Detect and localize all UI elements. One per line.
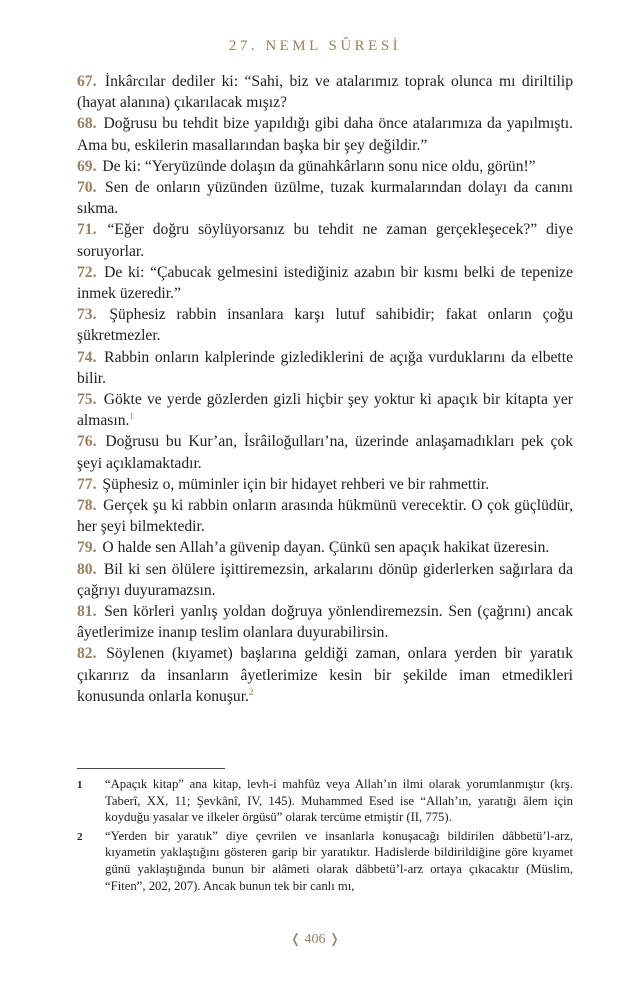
- footnote-text: “Apaçık kitap” ana kitap, levh-i mahfûz veya Allah’ın ilmi olarak yorumlanmıştır (krş. Taberî, XX, 11; Şevkânî, IV, 145). Muhammed Esed ise “Allah’ın, yaratığı âlem için koyduğu yasalar ve ilkeler örgüsü” olarak tercüme etmiştir (II, 775).: [105, 777, 573, 825]
- verse-number: 71.: [77, 221, 97, 239]
- verse-number: 74.: [77, 348, 97, 366]
- chapter-header: 27. NEML SÛRESİ: [228, 38, 402, 54]
- verse: [77, 219, 573, 261]
- verse-text: Doğrusu bu tehdit bize yapıldığı gibi daha önce atalarımıza da yapılmıştı. Ama bu, eskilerin masallarından başka bir şey değildir.”: [77, 115, 574, 154]
- verse-number: 70.: [77, 179, 97, 197]
- footnote-number: 1: [77, 779, 83, 791]
- verse-number: 77.: [77, 475, 97, 493]
- verse-text: İnkârcılar dediler ki: “Sahi, biz ve atalarımız toprak olunca mı diriltilip (hayat alanına) çıkarılacak mışız?: [77, 73, 574, 112]
- verse-number: 72.: [77, 263, 97, 281]
- verse: [77, 537, 573, 558]
- verse-number: 75.: [77, 391, 97, 409]
- page-number: [0, 931, 630, 948]
- verse-number: 68.: [77, 115, 97, 133]
- verse-text: Şüphesiz o, müminler için bir hidayet rehberi ve bir rahmettir.: [102, 475, 490, 493]
- verse: [77, 495, 573, 537]
- footnote-number: 2: [77, 830, 83, 843]
- verse: [77, 431, 573, 473]
- page-number-value: 406: [304, 932, 326, 947]
- verse: [77, 71, 573, 113]
- verse-number: 67.: [77, 73, 97, 90]
- verse: [77, 474, 573, 495]
- ornament-right-icon: ❭: [329, 931, 340, 946]
- verse-text: Doğrusu bu Kur’an, İsrâiloğulları’na, üzerinde anlaşamadıkları pek çok şeyi açıklamaktadır.: [77, 433, 574, 472]
- verse-text: Bil ki sen ölülere işittiremezsin, arkalarını dönüp giderlerken sağırlara da çağrıyı duyuramazsın.: [77, 560, 573, 599]
- footnote: [77, 776, 573, 826]
- verse: [77, 177, 573, 219]
- verse-text: “Eğer doğru söylüyorsanız bu tehdit ne zaman gerçekleşecek?” diye soruyorlar.: [77, 221, 573, 260]
- verse: [77, 389, 573, 431]
- verse: [77, 156, 573, 177]
- verse: [77, 113, 573, 155]
- verse-number: 69.: [77, 157, 97, 175]
- verse: [77, 262, 573, 304]
- verse-text: Sen körleri yanlış yoldan doğruya yönlendiremezsin. Sen (çağrını) ancak âyetlerimize inanıp teslim olanlara duyurabilirsin.: [77, 603, 573, 642]
- verse-text: Gerçek şu ki rabbin onların arasında hükmünü verecektir. O çok güçlüdür, her şeyi bilmektedir.: [77, 497, 573, 536]
- verse-number: 79.: [77, 539, 97, 557]
- footnote-ref[interactable]: 2: [248, 686, 254, 697]
- footnote: [77, 828, 573, 894]
- verse-number: 80.: [77, 560, 97, 578]
- verse-text: De ki: “Çabucak gelmesini istediğiniz azabın bir kısmı belki de tepenize inmek üzeredir.”: [77, 263, 573, 303]
- verse-text: Gökte ve yerde gözlerden gizli hiçbir şey yoktur ki apaçık bir kitapta yer almasın.: [77, 391, 573, 430]
- verse: [77, 643, 573, 707]
- verse: [77, 601, 573, 643]
- verse: [77, 347, 573, 389]
- verse-text: Rabbin onların kalplerinde gizlediklerini de açığa vurduklarını da elbette bilir.: [77, 348, 573, 387]
- verse-text: Sen de onların yüzünden üzülme, tuzak kurmalarından dolayı da canını sıkma.: [77, 179, 573, 218]
- verse-list: [77, 71, 573, 707]
- verse-number: 76.: [77, 433, 97, 451]
- verse-text: Söylenen (kıyamet) başlarına geldiği zaman, onlara yerden bir yaratık çıkarırız da insanların âyetlerimize kesin bir şekilde iman etmedikleri konusunda onlarla konuşur.: [77, 645, 573, 705]
- verse-number: 81.: [77, 603, 97, 621]
- verse-text: Şüphesiz rabbin insanlara karşı lutuf sahibidir; fakat onların çoğu şükretmezler.: [77, 306, 573, 345]
- ornament-left-icon: ❬: [290, 931, 301, 946]
- footnote-divider: [77, 768, 225, 769]
- footnote-text: “Yerden bir yaratık” diye çevrilen ve insanlarla konuşacağı bildirilen dâbbetü’l-arz, kıyametin yaklaştığını gösteren garip bir yaratıktır. Hadislerde bildirildiğine göre kıyamet günü yaklaştığında bunun bir alâmeti olarak dâbbetü’l-arz ortaya çıkacaktır (Müslim, “Fiten”, 202, 207). Ancak bunun tek bir canlı mı,: [105, 828, 573, 893]
- footnote-ref[interactable]: 1: [129, 411, 134, 422]
- verse-number: 82.: [77, 645, 97, 663]
- verse-number: 78.: [77, 497, 97, 515]
- verse: [77, 559, 573, 601]
- verse-number: 73.: [77, 306, 97, 324]
- footnotes: [77, 776, 573, 896]
- verse-text: De ki: “Yeryüzünde dolaşın da günahkârların sonu nice oldu, görün!”: [102, 157, 536, 175]
- verse: [77, 304, 573, 346]
- verse-text: O halde sen Allah’a güvenip dayan. Çünkü sen apaçık hakikat üzeresin.: [102, 539, 550, 557]
